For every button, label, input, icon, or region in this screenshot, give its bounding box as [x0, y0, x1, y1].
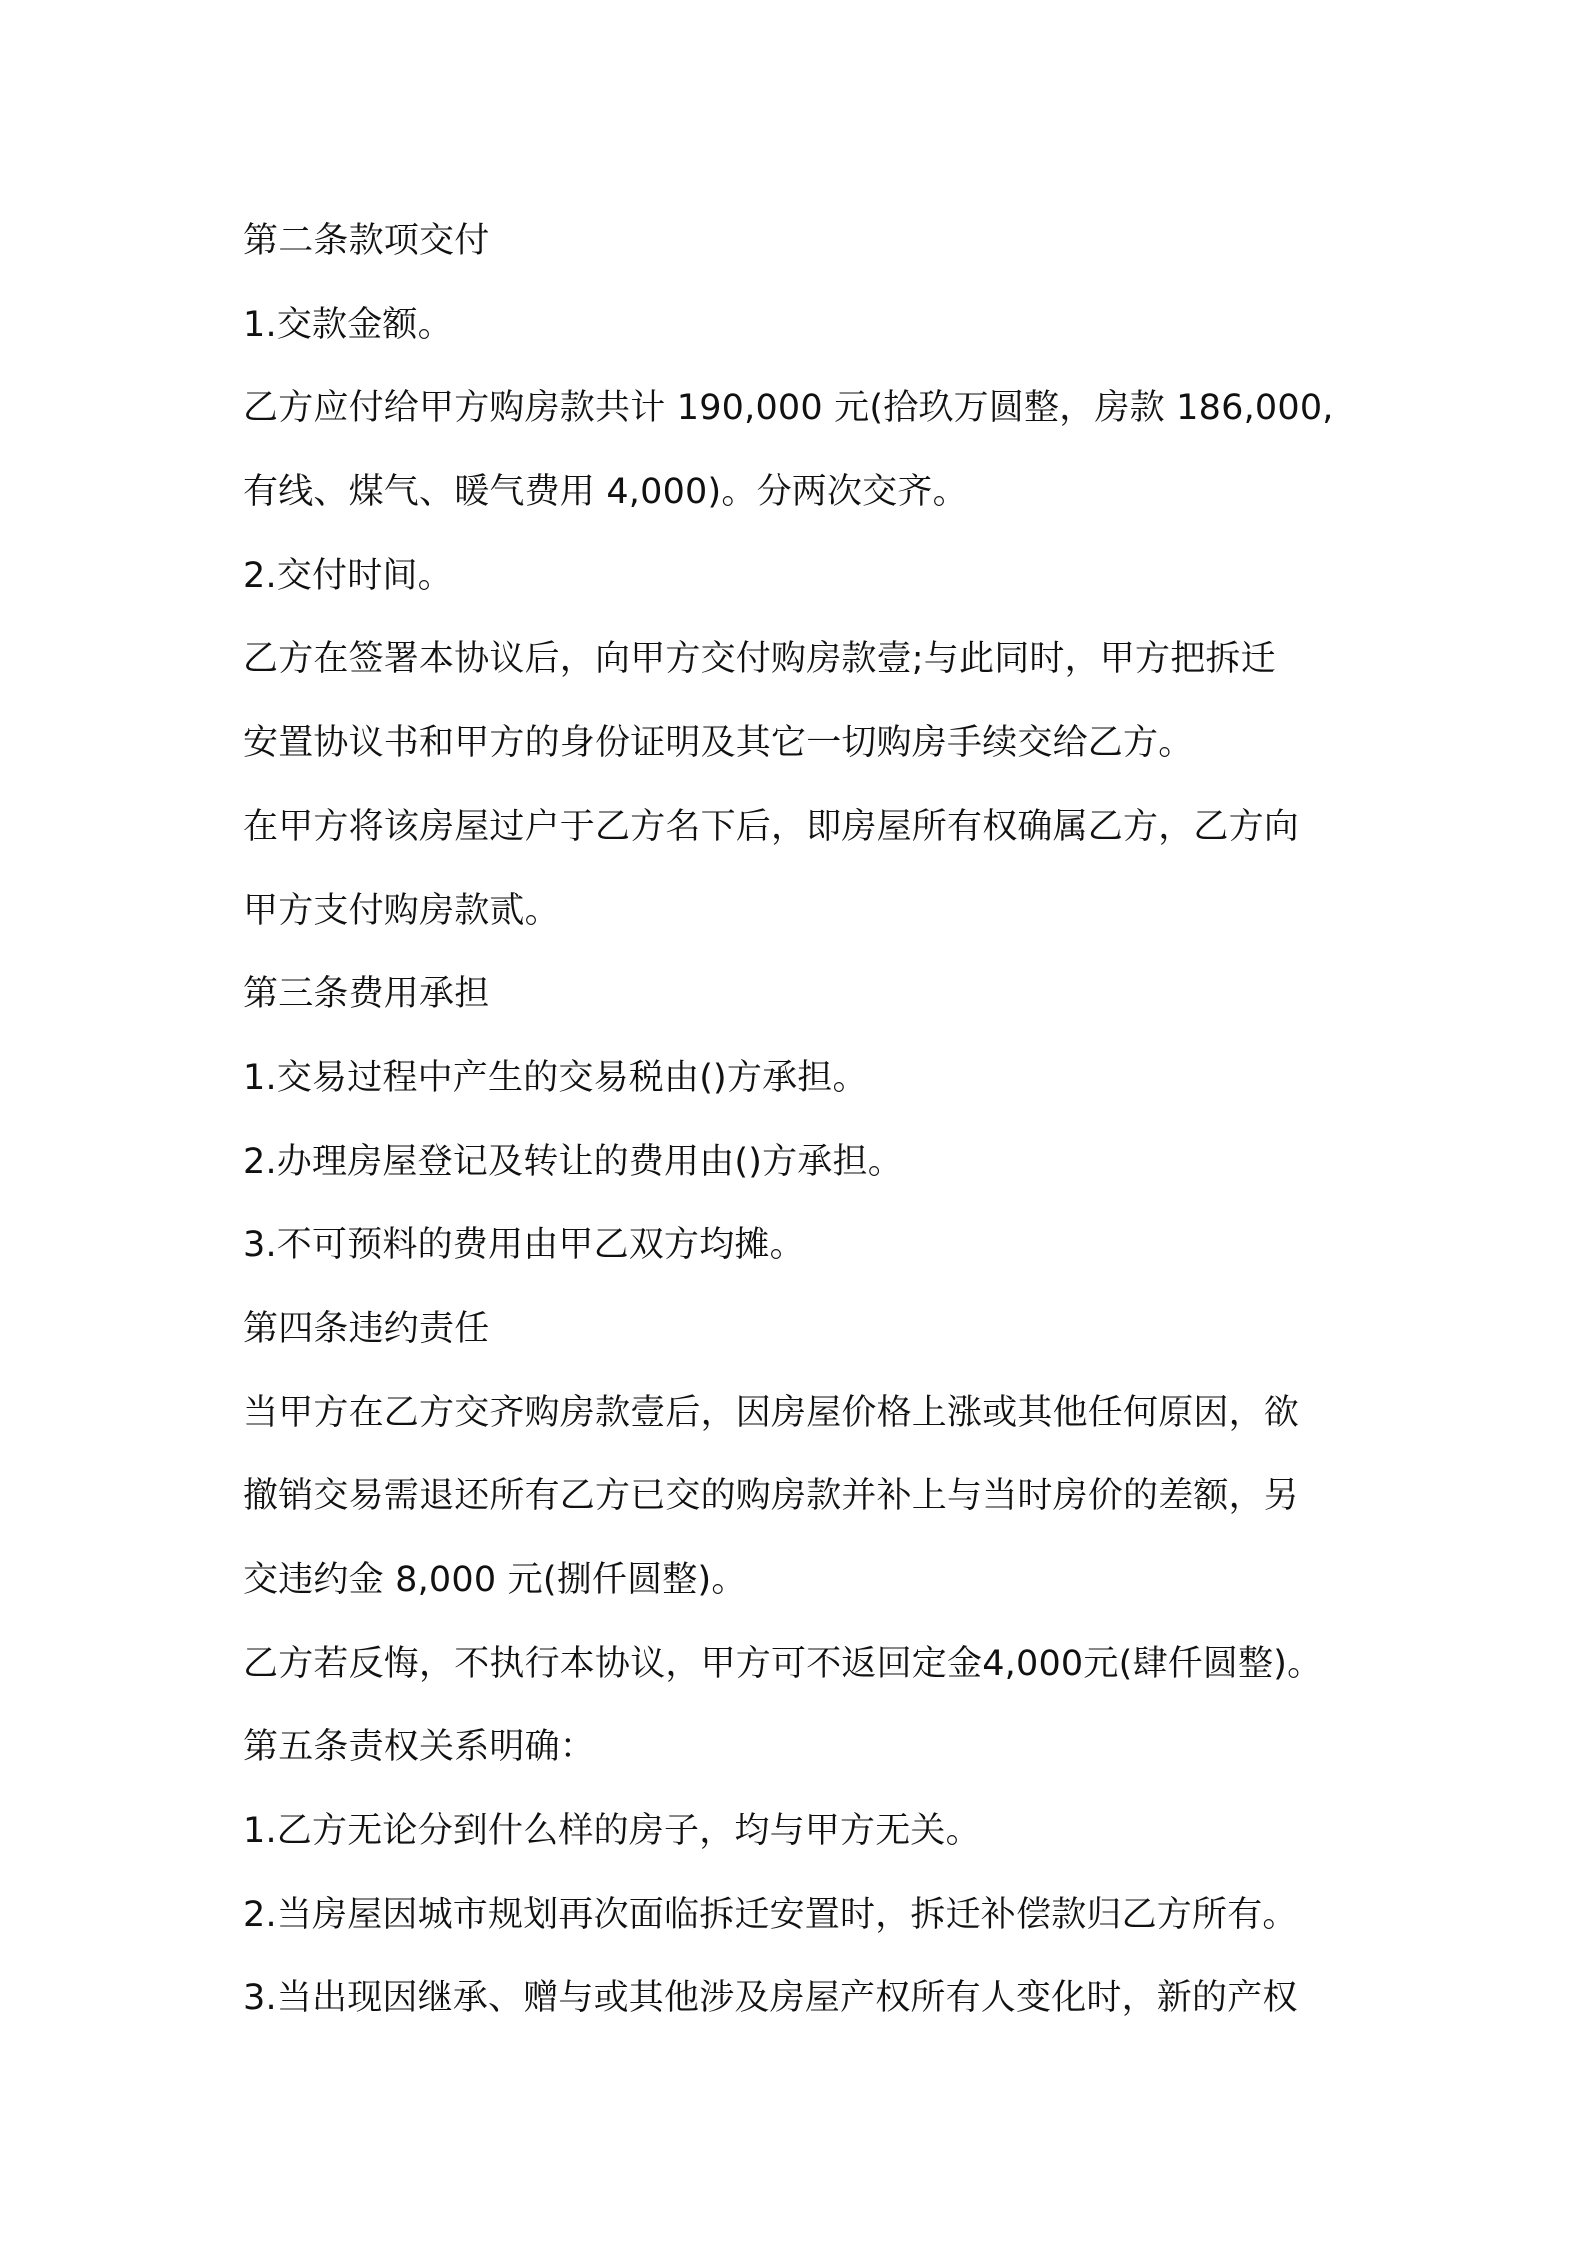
clause-item: 2.办理房屋登记及转让的费用由()方承担。 — [243, 1141, 903, 1182]
paragraph-line: 安置协议书和甲方的身份证明及其它一切购房手续交给乙方。 — [243, 723, 1194, 764]
paragraph-line: 在甲方将该房屋过户于乙方名下后，即房屋所有权确属乙方，乙方向 — [243, 806, 1300, 847]
section-heading-article-4: 第四条违约责任 — [243, 1308, 490, 1349]
clause-payment-amount-heading: 1.交款金额。 — [243, 304, 453, 345]
section-heading-article-5: 第五条责权关系明确： — [243, 1727, 596, 1768]
clause-payment-time-heading: 2.交付时间。 — [243, 555, 453, 596]
paragraph-line: 甲方支付购房款贰。 — [243, 890, 560, 931]
paragraph-line: 乙方若反悔，不执行本协议，甲方可不返回定金4,000元(肆仟圆整)。 — [243, 1643, 1323, 1684]
clause-item: 3.不可预料的费用由甲乙双方均摊。 — [243, 1225, 805, 1266]
paragraph-line: 乙方在签署本协议后，向甲方交付购房款壹;与此同时，甲方把拆迁 — [243, 639, 1276, 680]
paragraph-line: 有线、煤气、暖气费用 4,000)。分两次交齐。 — [243, 472, 968, 513]
paragraph-line: 乙方应付给甲方购房款共计 190,000 元(拾玖万圆整，房款 186,000, — [243, 388, 1334, 429]
section-heading-article-3: 第三条费用承担 — [243, 974, 490, 1015]
clause-item: 2.当房屋因城市规划再次面临拆迁安置时，拆迁补偿款归乙方所有。 — [243, 1894, 1298, 1935]
paragraph-line: 当甲方在乙方交齐购房款壹后，因房屋价格上涨或其他任何原因，欲 — [243, 1392, 1300, 1433]
paragraph-line: 交违约金 8,000 元(捌仟圆整)。 — [243, 1560, 747, 1600]
clause-item: 1.交易过程中产生的交易税由()方承担。 — [243, 1057, 868, 1098]
section-heading-article-2: 第二条款项交付 — [243, 221, 490, 261]
paragraph-line: 撤销交易需退还所有乙方已交的购房款并补上与当时房价的差额，另 — [243, 1476, 1300, 1517]
document-body — [243, 200, 1363, 2041]
clause-item: 3.当出现因继承、赠与或其他涉及房屋产权所有人变化时，新的产权 — [243, 1978, 1298, 2019]
clause-item: 1.乙方无论分到什么样的房子，均与甲方无关。 — [243, 1811, 981, 1852]
